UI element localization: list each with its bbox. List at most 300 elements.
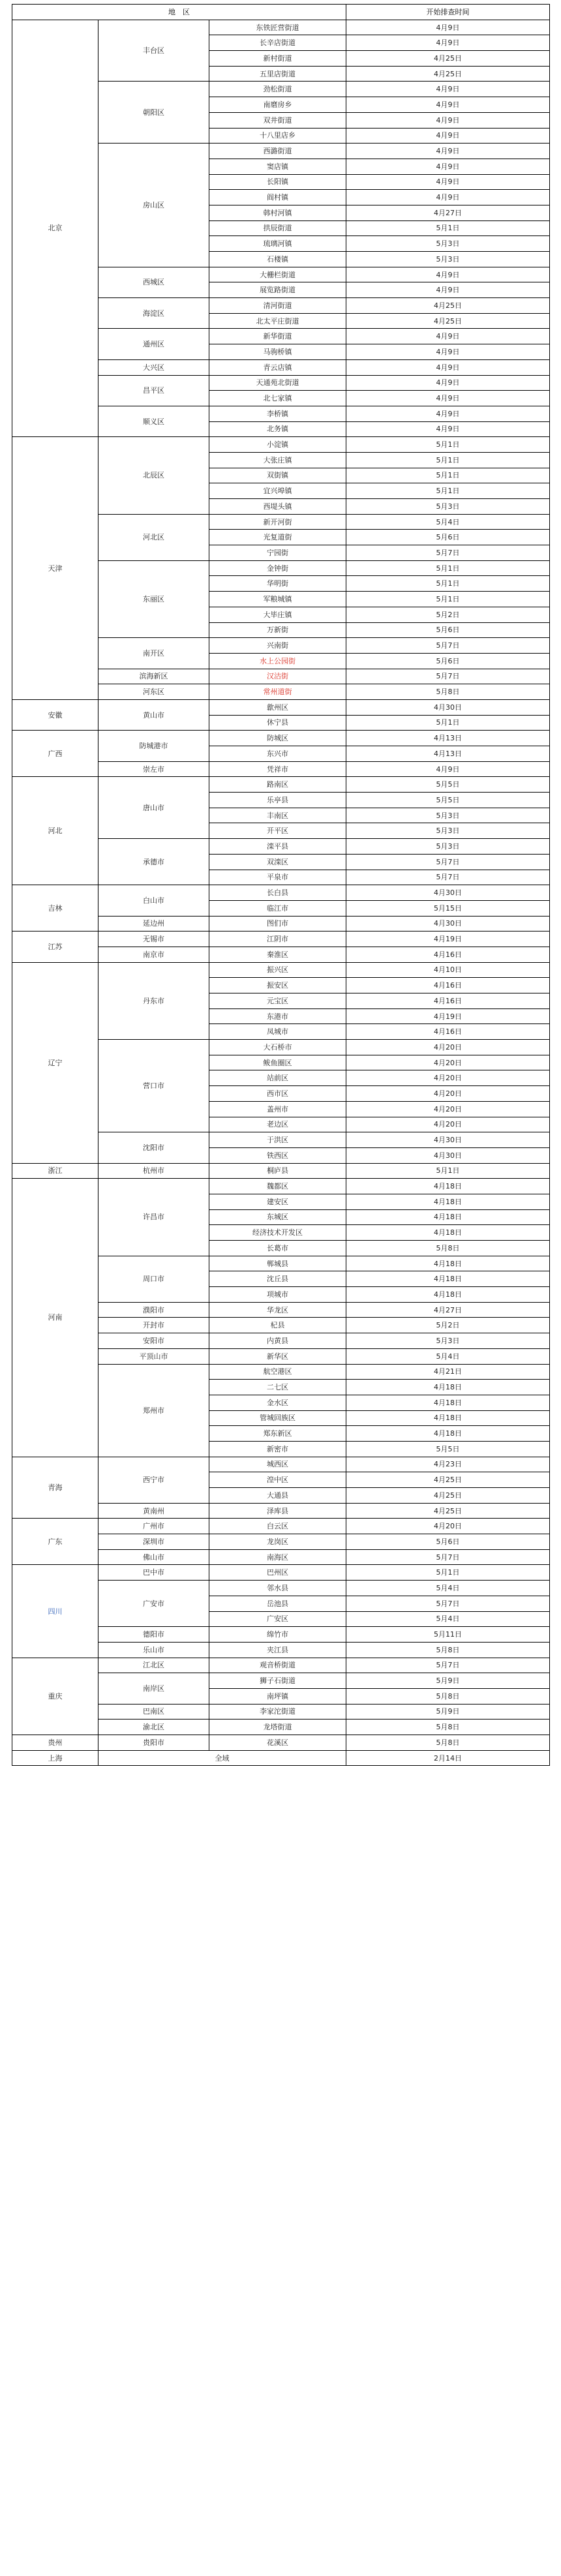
- city-cell: 东丽区: [99, 560, 209, 637]
- city-cell: 贵阳市: [99, 1735, 209, 1751]
- date-cell: 5月6日: [346, 1534, 550, 1550]
- city-cell: 无锡市: [99, 932, 209, 947]
- district-cell: 万新街: [209, 622, 346, 638]
- date-cell: 5月7日: [346, 638, 550, 654]
- date-cell: 5月4日: [346, 1348, 550, 1364]
- date-cell: 4月27日: [346, 205, 550, 220]
- city-cell: 德阳市: [99, 1627, 209, 1643]
- province-cell: 青海: [12, 1457, 99, 1519]
- date-cell: 4月25日: [346, 1503, 550, 1519]
- district-cell: 韩村河镇: [209, 205, 346, 220]
- district-cell: 劲松街道: [209, 82, 346, 97]
- city-cell: 承德市: [99, 839, 209, 885]
- district-cell: 二七区: [209, 1380, 346, 1395]
- date-cell: 5月4日: [346, 1611, 550, 1627]
- date-cell: 5月8日: [346, 1688, 550, 1704]
- table-body: [12, 20, 550, 1766]
- district-cell: 泽库县: [209, 1503, 346, 1519]
- date-cell: 5月3日: [346, 808, 550, 823]
- table-header-row: [12, 5, 550, 20]
- district-cell: 北太平庄街道: [209, 313, 346, 329]
- date-cell: 4月9日: [346, 344, 550, 360]
- date-cell: 5月7日: [346, 545, 550, 561]
- district-cell: 清河街道: [209, 298, 346, 314]
- city-cell: 渝北区: [99, 1720, 209, 1735]
- city-cell: 顺义区: [99, 406, 209, 436]
- date-cell: 4月9日: [346, 35, 550, 51]
- table-row: [12, 1658, 550, 1673]
- district-cell: 邻水县: [209, 1581, 346, 1596]
- city-cell: 黄南州: [99, 1503, 209, 1519]
- date-cell: 5月6日: [346, 653, 550, 669]
- district-cell: 双井街道: [209, 112, 346, 128]
- district-cell: 双街镇: [209, 468, 346, 483]
- district-cell: 内黄县: [209, 1333, 346, 1349]
- province-cell: 浙江: [12, 1163, 99, 1179]
- date-cell: 4月16日: [346, 978, 550, 993]
- date-cell: 5月1日: [346, 468, 550, 483]
- district-cell: 魏都区: [209, 1179, 346, 1194]
- district-cell: 阎村镇: [209, 190, 346, 205]
- province-cell: 北京: [12, 20, 99, 437]
- city-cell: 郑州市: [99, 1364, 209, 1457]
- date-cell: 4月18日: [346, 1287, 550, 1303]
- district-cell: 十八里店乡: [209, 128, 346, 144]
- date-cell: 4月9日: [346, 329, 550, 344]
- district-cell: 长阳镇: [209, 174, 346, 190]
- table-row: [12, 437, 550, 453]
- district-cell: 宜兴埠镇: [209, 483, 346, 499]
- district-cell: 光复道街: [209, 530, 346, 545]
- city-cell: 延边州: [99, 916, 209, 932]
- city-cell: 北辰区: [99, 437, 209, 514]
- date-cell: 4月9日: [346, 159, 550, 174]
- district-cell: 东城区: [209, 1209, 346, 1225]
- date-cell: 4月25日: [346, 313, 550, 329]
- district-cell: 新开河街: [209, 514, 346, 530]
- province-cell: 广西: [12, 731, 99, 777]
- date-cell: 5月7日: [346, 854, 550, 870]
- date-cell: 4月9日: [346, 359, 550, 375]
- date-cell: 4月25日: [346, 1488, 550, 1504]
- city-cell: 丹东市: [99, 962, 209, 1039]
- district-cell: 双滦区: [209, 854, 346, 870]
- district-cell: 湟中区: [209, 1472, 346, 1488]
- province-cell: 贵州: [12, 1735, 99, 1751]
- date-cell: 5月7日: [346, 1658, 550, 1673]
- district-cell: 汉沽街: [209, 669, 346, 684]
- district-cell: 大通县: [209, 1488, 346, 1504]
- district-cell: 新密市: [209, 1441, 346, 1457]
- date-cell: 4月9日: [346, 406, 550, 421]
- date-cell: 4月20日: [346, 1117, 550, 1132]
- date-cell: 5月3日: [346, 252, 550, 267]
- date-cell: 5月1日: [346, 576, 550, 592]
- date-cell: 4月23日: [346, 1457, 550, 1472]
- district-cell: 南海区: [209, 1549, 346, 1565]
- city-cell: 营口市: [99, 1040, 209, 1132]
- screening-table: [12, 4, 550, 1766]
- date-cell: 5月6日: [346, 622, 550, 638]
- date-cell: 4月9日: [346, 144, 550, 159]
- district-cell: 天通苑北街道: [209, 375, 346, 391]
- date-cell: 4月25日: [346, 51, 550, 67]
- district-cell: 白云区: [209, 1519, 346, 1534]
- date-cell: 5月1日: [346, 437, 550, 453]
- date-cell: 4月9日: [346, 375, 550, 391]
- date-cell: 5月6日: [346, 530, 550, 545]
- district-cell: 马驹桥镇: [209, 344, 346, 360]
- city-cell: 濮阳市: [99, 1302, 209, 1318]
- date-cell: 4月18日: [346, 1209, 550, 1225]
- district-cell: 图们市: [209, 916, 346, 932]
- province-cell: 四川: [12, 1565, 99, 1658]
- city-cell: 西宁市: [99, 1457, 209, 1503]
- city-cell: 巴南区: [99, 1704, 209, 1720]
- district-cell: 东港市: [209, 1008, 346, 1024]
- district-cell: 经济技术开发区: [209, 1225, 346, 1241]
- date-cell: 4月20日: [346, 1086, 550, 1102]
- district-cell: 郸城县: [209, 1256, 346, 1271]
- date-cell: 4月30日: [346, 1132, 550, 1148]
- district-cell: 北七家镇: [209, 391, 346, 406]
- district-cell: 盖州市: [209, 1101, 346, 1117]
- district-cell: 西堤头镇: [209, 499, 346, 515]
- district-cell: 大栅栏街道: [209, 267, 346, 282]
- district-cell: 金水区: [209, 1395, 346, 1410]
- district-cell: 拱辰街道: [209, 220, 346, 236]
- date-cell: 5月3日: [346, 1333, 550, 1349]
- district-cell: 长白县: [209, 885, 346, 901]
- table-row: [12, 1750, 550, 1766]
- date-cell: 4月30日: [346, 885, 550, 901]
- date-cell: 5月7日: [346, 1596, 550, 1611]
- date-cell: 4月9日: [346, 391, 550, 406]
- district-cell: 常州道街: [209, 684, 346, 700]
- district-cell: 临江市: [209, 900, 346, 916]
- district-cell: 凤城市: [209, 1024, 346, 1040]
- district-cell: 巴州区: [209, 1565, 346, 1581]
- district-cell: 水上公园街: [209, 653, 346, 669]
- date-cell: 5月1日: [346, 592, 550, 607]
- province-cell: 上海: [12, 1750, 99, 1766]
- date-cell: 4月9日: [346, 82, 550, 97]
- date-cell: 2月14日: [346, 1750, 550, 1766]
- city-cell: 海淀区: [99, 298, 209, 329]
- district-cell: 广安区: [209, 1611, 346, 1627]
- table-row: [12, 20, 550, 35]
- city-cell: 沈阳市: [99, 1132, 209, 1163]
- table-row: [12, 731, 550, 746]
- district-cell: 郑东新区: [209, 1426, 346, 1442]
- city-cell: 江北区: [99, 1658, 209, 1673]
- date-cell: 4月20日: [346, 1070, 550, 1086]
- date-cell: 4月21日: [346, 1364, 550, 1380]
- date-cell: 5月1日: [346, 483, 550, 499]
- district-cell: 新村街道: [209, 51, 346, 67]
- district-cell: 秦淮区: [209, 947, 346, 962]
- district-cell: 防城区: [209, 731, 346, 746]
- district-cell: 管城回族区: [209, 1410, 346, 1426]
- district-cell: 路南区: [209, 777, 346, 793]
- date-cell: 4月9日: [346, 174, 550, 190]
- date-cell: 4月9日: [346, 128, 550, 144]
- district-cell: 桐庐县: [209, 1163, 346, 1179]
- date-cell: 4月13日: [346, 746, 550, 762]
- table-row: [12, 962, 550, 978]
- date-cell: 4月9日: [346, 267, 550, 282]
- district-cell: 观音桥街道: [209, 1658, 346, 1673]
- date-cell: 4月18日: [346, 1271, 550, 1287]
- district-cell: 元宝区: [209, 993, 346, 1009]
- district-cell: 花溪区: [209, 1735, 346, 1751]
- date-cell: 4月30日: [346, 699, 550, 715]
- district-cell: 西潞街道: [209, 144, 346, 159]
- city-cell: 乐山市: [99, 1642, 209, 1658]
- province-cell: 安徽: [12, 699, 99, 730]
- city-cell: 房山区: [99, 144, 209, 267]
- district-cell: 开平区: [209, 823, 346, 839]
- table-row: [12, 885, 550, 901]
- date-cell: 5月8日: [346, 1241, 550, 1256]
- province-cell: 吉林: [12, 885, 99, 932]
- district-cell: 南坪镇: [209, 1688, 346, 1704]
- table-row: [12, 1163, 550, 1179]
- district-cell: 新华区: [209, 1348, 346, 1364]
- district-cell: 长葛市: [209, 1241, 346, 1256]
- date-cell: 4月9日: [346, 112, 550, 128]
- date-cell: 5月8日: [346, 1720, 550, 1735]
- date-cell: 4月9日: [346, 421, 550, 437]
- city-cell: 南京市: [99, 947, 209, 962]
- date-cell: 5月7日: [346, 669, 550, 684]
- region-column-header: 地 区: [12, 5, 346, 20]
- date-cell: 4月20日: [346, 1519, 550, 1534]
- date-cell: 5月7日: [346, 870, 550, 885]
- district-cell: 西市区: [209, 1086, 346, 1102]
- city-cell: 许昌市: [99, 1179, 209, 1256]
- date-cell: 4月18日: [346, 1225, 550, 1241]
- city-cell: 南开区: [99, 638, 209, 669]
- city-cell: 河东区: [99, 684, 209, 700]
- city-cell: 崇左市: [99, 761, 209, 777]
- district-cell: 杞县: [209, 1318, 346, 1333]
- city-cell: 滨海新区: [99, 669, 209, 684]
- date-cell: 4月25日: [346, 298, 550, 314]
- date-cell: 5月8日: [346, 1735, 550, 1751]
- city-cell: 平顶山市: [99, 1348, 209, 1364]
- city-cell: 唐山市: [99, 777, 209, 839]
- date-cell: 5月9日: [346, 1673, 550, 1689]
- district-cell: 丰南区: [209, 808, 346, 823]
- district-cell: 青云店镇: [209, 359, 346, 375]
- district-cell: 沈丘县: [209, 1271, 346, 1287]
- date-cell: 5月1日: [346, 220, 550, 236]
- district-cell: 窦店镇: [209, 159, 346, 174]
- table-row: [12, 1519, 550, 1534]
- city-cell: 佛山市: [99, 1549, 209, 1565]
- district-cell: 绵竹市: [209, 1627, 346, 1643]
- date-cell: 4月20日: [346, 1101, 550, 1117]
- district-cell: 狮子石街道: [209, 1673, 346, 1689]
- city-cell: 周口市: [99, 1256, 209, 1302]
- table-row: [12, 1565, 550, 1581]
- district-cell: 华龙区: [209, 1302, 346, 1318]
- district-cell: 江阴市: [209, 932, 346, 947]
- district-cell: 兴南街: [209, 638, 346, 654]
- city-cell: 开封市: [99, 1318, 209, 1333]
- district-cell: 长辛店街道: [209, 35, 346, 51]
- date-cell: 4月9日: [346, 20, 550, 35]
- province-cell: 河北: [12, 777, 99, 885]
- district-cell: 航空港区: [209, 1364, 346, 1380]
- district-cell: 金钟街: [209, 560, 346, 576]
- date-cell: 4月27日: [346, 1302, 550, 1318]
- district-cell: 南磨房乡: [209, 97, 346, 113]
- district-cell: 平泉市: [209, 870, 346, 885]
- date-cell: 4月19日: [346, 932, 550, 947]
- district-cell: 铁西区: [209, 1147, 346, 1163]
- date-cell: 4月18日: [346, 1410, 550, 1426]
- date-cell: 4月30日: [346, 1147, 550, 1163]
- district-cell: 华明街: [209, 576, 346, 592]
- city-cell: 朝阳区: [99, 82, 209, 144]
- province-cell: 辽宁: [12, 962, 99, 1163]
- district-cell: 夹江县: [209, 1642, 346, 1658]
- date-cell: 5月3日: [346, 823, 550, 839]
- district-cell: 琉璃河镇: [209, 236, 346, 252]
- district-cell: 站前区: [209, 1070, 346, 1086]
- district-cell: 全域: [99, 1750, 346, 1766]
- district-cell: 龙岗区: [209, 1534, 346, 1550]
- district-cell: 建安区: [209, 1194, 346, 1209]
- date-cell: 4月16日: [346, 947, 550, 962]
- date-cell: 5月2日: [346, 607, 550, 622]
- city-cell: 丰台区: [99, 20, 209, 82]
- date-cell: 5月3日: [346, 839, 550, 855]
- city-cell: 河北区: [99, 514, 209, 560]
- city-cell: 白山市: [99, 885, 209, 916]
- city-cell: 巴中市: [99, 1565, 209, 1581]
- date-cell: 4月25日: [346, 1472, 550, 1488]
- date-cell: 5月8日: [346, 1642, 550, 1658]
- date-cell: 4月16日: [346, 1024, 550, 1040]
- city-cell: 深圳市: [99, 1534, 209, 1550]
- district-cell: 新华街道: [209, 329, 346, 344]
- district-cell: 休宁县: [209, 715, 346, 731]
- city-cell: 通州区: [99, 329, 209, 359]
- district-cell: 振兴区: [209, 962, 346, 978]
- city-cell: 昌平区: [99, 375, 209, 406]
- date-cell: 4月18日: [346, 1179, 550, 1194]
- district-cell: 歙州区: [209, 699, 346, 715]
- district-cell: 展览路街道: [209, 282, 346, 298]
- district-cell: 李桥镇: [209, 406, 346, 421]
- date-cell: 4月18日: [346, 1426, 550, 1442]
- province-cell: 广东: [12, 1519, 99, 1565]
- city-cell: 黄山市: [99, 699, 209, 730]
- district-cell: 五里店街道: [209, 66, 346, 82]
- date-cell: 5月4日: [346, 1581, 550, 1596]
- table-row: [12, 1179, 550, 1194]
- date-cell: 5月1日: [346, 1163, 550, 1179]
- district-cell: 李家沱街道: [209, 1704, 346, 1720]
- district-cell: 滦平县: [209, 839, 346, 855]
- date-cell: 4月18日: [346, 1380, 550, 1395]
- city-cell: 西城区: [99, 267, 209, 297]
- district-cell: 振安区: [209, 978, 346, 993]
- district-cell: 于洪区: [209, 1132, 346, 1148]
- date-cell: 5月3日: [346, 236, 550, 252]
- table-row: [12, 932, 550, 947]
- date-cell: 5月7日: [346, 1549, 550, 1565]
- date-cell: 5月9日: [346, 1704, 550, 1720]
- date-cell: 4月25日: [346, 66, 550, 82]
- city-cell: 安阳市: [99, 1333, 209, 1349]
- district-cell: 军粮城镇: [209, 592, 346, 607]
- city-cell: 广州市: [99, 1519, 209, 1534]
- date-cell: 4月18日: [346, 1395, 550, 1410]
- district-cell: 鲅鱼圈区: [209, 1055, 346, 1070]
- date-cell: 5月3日: [346, 499, 550, 515]
- date-cell: 5月1日: [346, 452, 550, 468]
- province-cell: 江苏: [12, 932, 99, 962]
- city-cell: 广安市: [99, 1581, 209, 1627]
- city-cell: 杭州市: [99, 1163, 209, 1179]
- table-row: [12, 699, 550, 715]
- district-cell: 乐亭县: [209, 793, 346, 808]
- date-cell: 5月8日: [346, 684, 550, 700]
- date-cell: 4月9日: [346, 190, 550, 205]
- date-cell: 5月1日: [346, 560, 550, 576]
- city-cell: 南岸区: [99, 1673, 209, 1704]
- province-cell: 重庆: [12, 1658, 99, 1735]
- district-cell: 凭祥市: [209, 761, 346, 777]
- district-cell: 北务镇: [209, 421, 346, 437]
- date-cell: 5月4日: [346, 514, 550, 530]
- district-cell: 岳池县: [209, 1596, 346, 1611]
- date-cell: 4月19日: [346, 1008, 550, 1024]
- date-cell: 5月15日: [346, 900, 550, 916]
- date-cell: 4月10日: [346, 962, 550, 978]
- date-cell: 4月30日: [346, 916, 550, 932]
- start-time-column-header: 开始排查时间: [346, 5, 550, 20]
- district-cell: 东铁匠营街道: [209, 20, 346, 35]
- district-cell: 石楼镇: [209, 252, 346, 267]
- table-row: [12, 1735, 550, 1751]
- province-cell: 天津: [12, 437, 99, 700]
- date-cell: 4月13日: [346, 731, 550, 746]
- city-cell: 防城港市: [99, 731, 209, 761]
- date-cell: 4月9日: [346, 97, 550, 113]
- district-cell: 大石桥市: [209, 1040, 346, 1055]
- district-cell: 大张庄镇: [209, 452, 346, 468]
- table-row: [12, 1457, 550, 1472]
- district-cell: 城西区: [209, 1457, 346, 1472]
- district-cell: 宁园街: [209, 545, 346, 561]
- date-cell: 5月2日: [346, 1318, 550, 1333]
- district-cell: 老边区: [209, 1117, 346, 1132]
- date-cell: 5月1日: [346, 1565, 550, 1581]
- district-cell: 项城市: [209, 1287, 346, 1303]
- district-cell: 东兴市: [209, 746, 346, 762]
- date-cell: 4月9日: [346, 282, 550, 298]
- province-cell: 河南: [12, 1179, 99, 1457]
- district-cell: 小淀镇: [209, 437, 346, 453]
- date-cell: 4月18日: [346, 1194, 550, 1209]
- date-cell: 5月5日: [346, 1441, 550, 1457]
- date-cell: 4月16日: [346, 993, 550, 1009]
